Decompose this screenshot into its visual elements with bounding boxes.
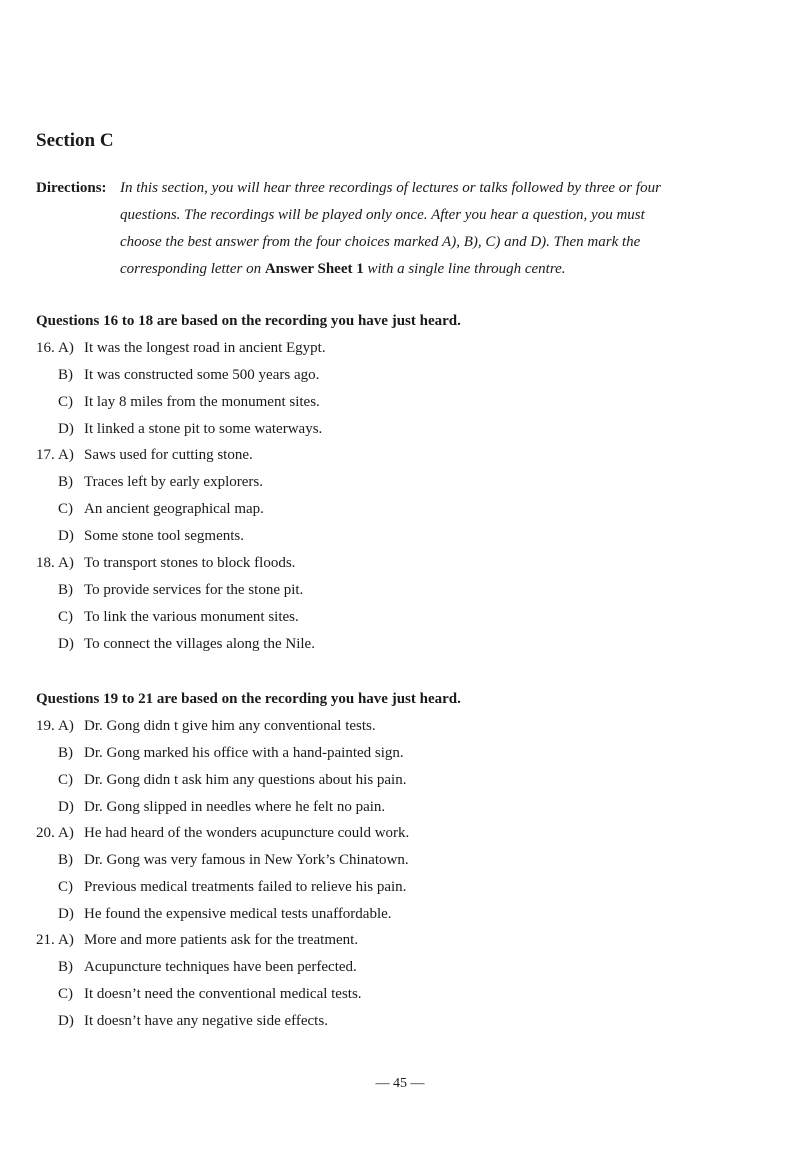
option-letter: D): [58, 799, 74, 815]
question-21-option-b: [58, 959, 357, 976]
option-letter: A): [58, 555, 74, 571]
option-text: Dr. Gong marked his office with a hand-painted sign.: [84, 745, 404, 761]
option-letter: A): [58, 718, 74, 734]
option-letter: B): [58, 959, 73, 975]
question-21-option-c: [58, 986, 362, 1003]
question-number: 20.: [36, 825, 55, 841]
directions-line-part: corresponding letter on: [120, 261, 265, 277]
option-text: Dr. Gong didn t give him any conventional tests.: [84, 718, 376, 734]
question-17-option-a: [36, 447, 253, 464]
option-text: More and more patients ask for the treatment.: [84, 932, 359, 948]
option-text: Some stone tool segments.: [84, 528, 244, 544]
question-group-heading: Questions 16 to 18 are based on the recording you have just heard.: [36, 313, 461, 329]
option-text: He had heard of the wonders acupuncture could work.: [84, 825, 410, 841]
question-number: 16.: [36, 340, 55, 356]
question-20-option-c: [58, 879, 406, 896]
question-18-option-b: [58, 582, 303, 599]
question-group-heading: Questions 19 to 21 are based on the recording you have just heard.: [36, 691, 461, 707]
question-16-option-d: [58, 421, 322, 438]
question-19-option-c: [58, 772, 406, 789]
option-text: It was constructed some 500 years ago.: [84, 367, 320, 383]
option-letter: B): [58, 852, 73, 868]
option-letter: A): [58, 825, 74, 841]
option-text: Acupuncture techniques have been perfected.: [84, 959, 357, 975]
option-letter: C): [58, 394, 73, 410]
option-letter: C): [58, 879, 73, 895]
option-text: To link the various monument sites.: [84, 609, 299, 625]
option-letter: B): [58, 582, 73, 598]
option-letter: A): [58, 447, 74, 463]
directions-line: [120, 256, 736, 283]
option-text: Dr. Gong didn t ask him any questions about his pain.: [84, 772, 407, 788]
option-text: He found the expensive medical tests unaffordable.: [84, 906, 392, 922]
question-21-option-a: [36, 932, 358, 949]
option-text: It was the longest road in ancient Egypt.: [84, 340, 326, 356]
option-text: Traces left by early explorers.: [84, 474, 263, 490]
option-letter: D): [58, 636, 74, 652]
question-16-option-a: [36, 340, 326, 357]
option-letter: D): [58, 1013, 74, 1029]
option-text: It linked a stone pit to some waterways.: [84, 421, 323, 437]
directions-line: questions. The recordings will be played only once. After you hear a question, you must: [120, 207, 645, 223]
question-20-option-a: [36, 825, 409, 842]
option-text: Dr. Gong slipped in needles where he felt no pain.: [84, 799, 386, 815]
option-letter: D): [58, 421, 74, 437]
directions-line-part: with a single line through centre.: [363, 261, 566, 277]
question-number: 21.: [36, 932, 55, 948]
question-18-option-d: [58, 636, 315, 653]
option-text: To provide services for the stone pit.: [84, 582, 304, 598]
question-18-option-a: [36, 555, 295, 572]
question-17-option-d: [58, 528, 244, 545]
option-text: To connect the villages along the Nile.: [84, 636, 315, 652]
option-text: Saws used for cutting stone.: [84, 447, 253, 463]
directions-line: choose the best answer from the four choices marked A), B), C) and D). Then mark the: [120, 234, 641, 250]
option-text: To transport stones to block floods.: [84, 555, 296, 571]
question-16-option-c: [58, 394, 320, 411]
directions-label: Directions:: [36, 180, 107, 196]
page-number: — 45 —: [375, 1076, 425, 1091]
question-17-option-c: [58, 501, 264, 518]
question-16-option-b: [58, 367, 319, 384]
option-letter: B): [58, 367, 73, 383]
question-19-option-a: [36, 718, 376, 735]
option-letter: D): [58, 528, 74, 544]
option-letter: B): [58, 745, 73, 761]
question-20-option-b: [58, 852, 409, 869]
question-21-option-d: [58, 1013, 328, 1030]
option-text: It lay 8 miles from the monument sites.: [84, 394, 320, 410]
question-number: 19.: [36, 718, 55, 734]
option-letter: C): [58, 501, 73, 517]
answer-sheet-reference: Answer Sheet 1: [264, 261, 364, 277]
option-letter: A): [58, 932, 74, 948]
option-letter: A): [58, 340, 74, 356]
option-letter: C): [58, 609, 73, 625]
directions-text: [120, 175, 736, 283]
option-letter: C): [58, 772, 73, 788]
option-letter: C): [58, 986, 73, 1002]
option-text: It doesn’t need the conventional medical tests.: [84, 986, 362, 1002]
question-17-option-b: [58, 474, 263, 491]
question-18-option-c: [58, 609, 299, 626]
section-title: Section C: [36, 130, 114, 151]
option-text: Dr. Gong was very famous in New York’s Chinatown.: [84, 852, 409, 868]
option-letter: D): [58, 906, 74, 922]
question-number: 17.: [36, 447, 55, 463]
option-letter: B): [58, 474, 73, 490]
option-text: It doesn’t have any negative side effects.: [84, 1013, 328, 1029]
question-19-option-d: [58, 799, 385, 816]
question-20-option-d: [58, 906, 392, 923]
question-number: 18.: [36, 555, 55, 571]
directions-line: In this section, you will hear three recordings of lectures or talks followed by three or four: [120, 180, 661, 196]
question-19-option-b: [58, 745, 404, 762]
option-text: An ancient geographical map.: [84, 501, 264, 517]
option-text: Previous medical treatments failed to relieve his pain.: [84, 879, 407, 895]
